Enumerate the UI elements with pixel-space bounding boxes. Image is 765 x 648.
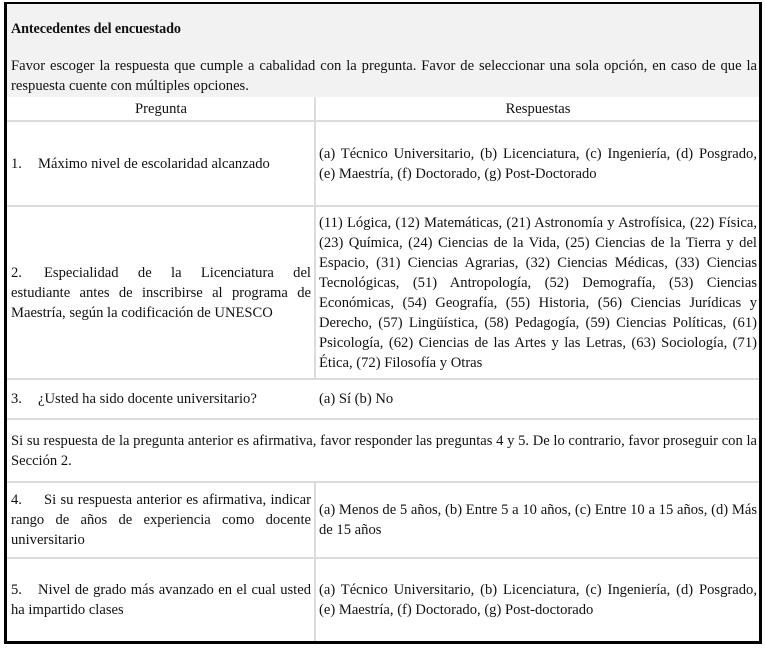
answers-2 <box>319 207 757 378</box>
answer-options: (a) Técnico Universitario, (b) Licenciatura, (c) Ingeniería, (d) Posgrado, (e) Maestría, (f) Doctorado, (g) Post-Doctorado <box>319 145 757 182</box>
question-3 <box>11 380 311 418</box>
survey-section-table <box>4 2 762 644</box>
section-instructions: Favor escoger la respuesta que cumple a cabalidad con la pregunta. Favor de seleccionar una sola opción, en caso de que la respuesta cuente con múltiples opciones. <box>11 58 757 94</box>
answers-3 <box>319 380 757 418</box>
answer-options: (11) Lógica, (12) Matemáticas, (21) Astronomía y Astrofísica, (22) Física, (23) Química, (24) Ciencias de la Vida, (25) Ciencias de la Tierra y del Espacio, (31) Ciencias Agrarias, (32) Ciencias Médicas, (33) Ciencias Tecnológicas, (51) Antropología, (52) Demografía, (53) Ciencias Económicas, (54) Geografía, (55) Historia, (56) Ciencias Jurídicas y Derecho, (57) Lingüística, (58) Pedagogía, (59) Ciencias Políticas, (61) Psicología, (62) Ciencias de las Artes y las Letras, (63) Sociología, (71) Ética, (72) Filosofía y Otras <box>319 214 757 371</box>
question-text: Nivel de grado más avanzado en el cual usted ha impartido clases <box>11 582 311 618</box>
question-text: ¿Usted ha sido docente universitario? <box>38 391 257 407</box>
question-2 <box>11 207 311 378</box>
question-number: 3. <box>11 391 22 407</box>
question-4 <box>11 483 311 557</box>
answers-5 <box>319 559 757 641</box>
question-number: 2. <box>11 264 22 281</box>
question-text: Máximo nivel de escolaridad alcanzado <box>38 155 270 172</box>
answer-options: (a) Menos de 5 años, (b) Entre 5 a 10 años, (c) Entre 10 a 15 años, (d) Más de 15 años <box>319 502 757 538</box>
section-title: Antecedentes del encuestado <box>11 21 181 37</box>
question-number: 1. <box>11 155 22 172</box>
column-divider <box>314 482 316 641</box>
answer-options: (a) Sí (b) No <box>319 391 394 407</box>
column-header-answers: Respuestas <box>505 100 571 117</box>
question-text: Si su respuesta anterior es afirmativa, indicar rango de años de experiencia como docente universitario <box>11 492 311 548</box>
question-number: 4. <box>11 492 22 508</box>
column-divider <box>314 97 316 380</box>
column-header-question: Pregunta <box>135 100 187 117</box>
question-5 <box>11 559 311 641</box>
answer-options: (a) Técnico Universitario, (b) Licenciatura, (c) Ingeniería, (d) Posgrado, (e) Maestría, (f) Doctorado, (g) Post-doctorado <box>319 582 757 618</box>
question-text: Especialidad de la Licenciatura del estudiante antes de inscribirse al programa de Maestría, según la codificación de UNESCO <box>11 264 311 321</box>
answers-1 <box>319 122 757 205</box>
answers-4 <box>319 483 757 557</box>
conditional-note: Si su respuesta de la pregunta anterior es afirmativa, favor responder las preguntas 4 y 5. De lo contrario, favor proseguir con la Sección 2. <box>11 432 757 469</box>
question-1 <box>11 122 311 205</box>
section-header <box>7 4 759 97</box>
question-number: 5. <box>11 582 22 598</box>
